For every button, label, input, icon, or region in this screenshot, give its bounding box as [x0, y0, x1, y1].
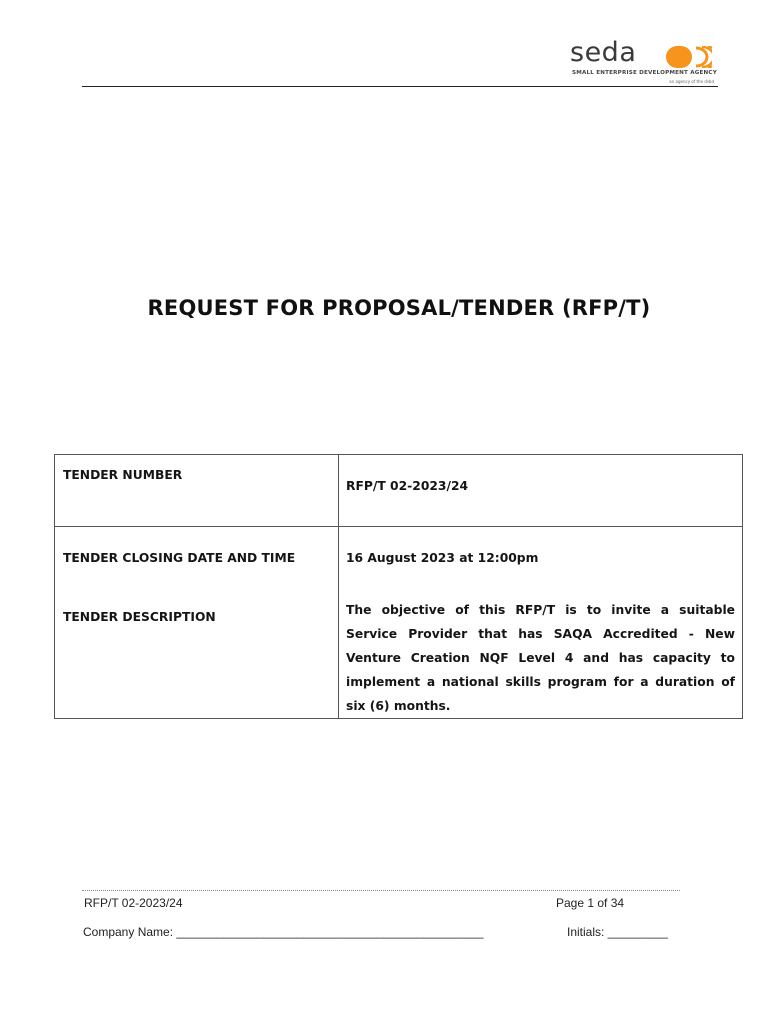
footer-reference: RFP/T 02-2023/24: [84, 896, 183, 910]
tender-number-label: TENDER NUMBER: [55, 455, 339, 527]
closing-date-value: 16 August 2023 at 12:00pm: [339, 527, 743, 599]
table-row: [55, 455, 743, 527]
tender-number-value: RFP/T 02-2023/24: [339, 455, 743, 527]
tender-description-cell: [339, 598, 743, 719]
table-row: [55, 527, 743, 599]
footer-page-number: Page 1 of 34: [556, 896, 625, 910]
tender-description-value: The objective of this RFP/T is to invite a suitable Service Provider that has SAQA Accredited - New Venture Creation NQF Level 4 and has capacity to implement a national skills program for a duration of six (6) months.: [346, 603, 735, 713]
seda-logo: [570, 37, 717, 86]
document-title: REQUEST FOR PROPOSAL/TENDER (RFP/T): [147, 296, 651, 320]
tender-description-label: TENDER DESCRIPTION: [55, 598, 339, 719]
logo-subtitle: SMALL ENTERPRISE DEVELOPMENT AGENCY: [572, 70, 717, 76]
footer-divider: [82, 890, 680, 891]
tender-details-table: [54, 454, 743, 719]
seda-brand-mark-icon: [666, 46, 712, 68]
footer-initials-line: Initials: _________: [567, 925, 668, 939]
header-divider: [82, 86, 718, 87]
footer-company-name-line: Company Name: ______________________________________________: [83, 925, 484, 939]
table-row: [55, 598, 743, 719]
closing-date-label: TENDER CLOSING DATE AND TIME: [55, 527, 339, 599]
logo-wordmark: seda: [570, 37, 637, 68]
logo-agency-line: an agency of the dsbd: [669, 79, 714, 84]
